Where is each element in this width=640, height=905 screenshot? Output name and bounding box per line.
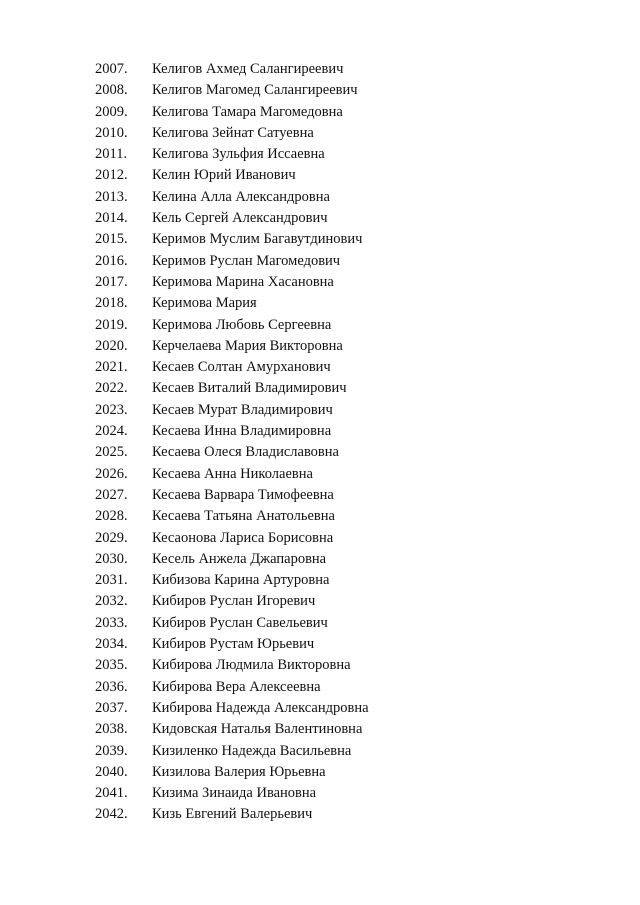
list-item <box>95 698 369 719</box>
list-item <box>95 208 369 229</box>
entry-number: 2023. <box>95 401 128 418</box>
entry-name: Кесаонова Лариса Борисовна <box>152 529 334 546</box>
list-item <box>95 251 369 272</box>
list-item <box>95 741 369 762</box>
list-item <box>95 762 369 783</box>
entry-number: 2018. <box>95 295 128 312</box>
entry-number: 2009. <box>95 103 128 120</box>
entry-number: 2017. <box>95 273 128 290</box>
entry-name: Келигова Зейнат Сатуевна <box>152 124 314 141</box>
name-list <box>95 59 369 826</box>
list-item <box>95 165 369 186</box>
list-item <box>95 783 369 804</box>
list-item <box>95 80 369 101</box>
entry-number: 2010. <box>95 124 128 141</box>
list-item <box>95 464 369 485</box>
list-item <box>95 336 369 357</box>
entry-name: Кесаева Анна Николаевна <box>152 465 313 482</box>
entry-name: Кесель Анжела Джапаровна <box>152 550 327 567</box>
entry-number: 2025. <box>95 444 128 461</box>
list-item <box>95 506 369 527</box>
entry-name: Керимова Мария <box>152 295 257 312</box>
entry-number: 2026. <box>95 465 128 482</box>
list-item <box>95 400 369 421</box>
list-item <box>95 804 369 825</box>
entry-name: Келигов Магомед Салангиреевич <box>152 82 358 99</box>
list-item <box>95 272 369 293</box>
entry-name: Келигова Тамара Магомедовна <box>152 103 343 120</box>
list-item <box>95 187 369 208</box>
entry-number: 2024. <box>95 423 128 440</box>
entry-number: 2029. <box>95 529 128 546</box>
list-item <box>95 613 369 634</box>
list-item <box>95 59 369 80</box>
entry-name: Кибирова Людмила Викторовна <box>152 657 351 674</box>
list-item <box>95 229 369 250</box>
entry-name: Кизь Евгений Валерьевич <box>152 806 313 823</box>
entry-number: 2007. <box>95 61 128 77</box>
entry-name: Керимов Муслим Багавутдинович <box>152 231 363 248</box>
entry-name: Кидовская Наталья Валентиновна <box>152 721 363 738</box>
entry-number: 2020. <box>95 337 128 354</box>
entry-number: 2036. <box>95 678 128 695</box>
entry-name: Кесаев Виталий Владимирович <box>152 380 347 397</box>
list-item <box>95 102 369 123</box>
entry-number: 2015. <box>95 231 128 248</box>
entry-number: 2032. <box>95 593 128 610</box>
list-item <box>95 570 369 591</box>
entry-number: 2021. <box>95 359 128 376</box>
list-item <box>95 677 369 698</box>
list-item <box>95 421 369 442</box>
entry-number: 2016. <box>95 252 128 269</box>
entry-name: Керимова Марина Хасановна <box>152 273 334 290</box>
list-item <box>95 549 369 570</box>
list-item <box>95 378 369 399</box>
entry-name: Кесаева Варвара Тимофеевна <box>152 486 334 503</box>
entry-name: Кибиров Рустам Юрьевич <box>152 636 315 653</box>
entry-name: Керимов Руслан Магомедович <box>152 252 341 269</box>
entry-name: Кибиров Руслан Игоревич <box>152 593 316 610</box>
entry-number: 2008. <box>95 82 128 99</box>
entry-name: Кесаева Олеся Владиславовна <box>152 444 339 461</box>
entry-number: 2033. <box>95 614 128 631</box>
list-item <box>95 144 369 165</box>
entry-number: 2011. <box>95 146 128 163</box>
list-item <box>95 442 369 463</box>
entry-number: 2028. <box>95 508 128 525</box>
entry-name: Келигов Ахмед Салангиреевич <box>152 61 344 77</box>
entry-name: Келигова Зульфия Иссаевна <box>152 146 325 163</box>
entry-name: Кибиров Руслан Савельевич <box>152 614 328 631</box>
entry-number: 2022. <box>95 380 128 397</box>
entry-name: Кесаева Татьяна Анатольевна <box>152 508 335 525</box>
entry-number: 2039. <box>95 742 128 759</box>
entry-name: Керчелаева Мария Викторовна <box>152 337 343 354</box>
entry-name: Кесаев Мурат Владимирович <box>152 401 333 418</box>
list-item <box>95 293 369 314</box>
entry-number: 2040. <box>95 763 128 780</box>
entry-number: 2013. <box>95 188 128 205</box>
list-item <box>95 123 369 144</box>
entry-name: Кизима Зинаида Ивановна <box>152 785 317 802</box>
list-item <box>95 719 369 740</box>
entry-number: 2019. <box>95 316 128 333</box>
entry-name: Кибизова Карина Артуровна <box>152 572 330 589</box>
list-item <box>95 528 369 549</box>
entry-name: Келина Алла Александровна <box>152 188 330 205</box>
list-item <box>95 357 369 378</box>
entry-name: Кесаев Солтан Амурханович <box>152 359 331 376</box>
list-item <box>95 485 369 506</box>
list-item <box>95 591 369 612</box>
entry-name: Келин Юрий Иванович <box>152 167 296 184</box>
entry-name: Кесаева Инна Владимировна <box>152 423 332 440</box>
entry-number: 2035. <box>95 657 128 674</box>
entry-number: 2042. <box>95 806 128 823</box>
entry-name: Кель Сергей Александрович <box>152 210 328 227</box>
entry-name: Кибирова Надежда Александровна <box>152 699 369 716</box>
list-item <box>95 634 369 655</box>
entry-number: 2012. <box>95 167 128 184</box>
entry-number: 2027. <box>95 486 128 503</box>
entry-number: 2030. <box>95 550 128 567</box>
entry-number: 2034. <box>95 636 128 653</box>
entry-number: 2031. <box>95 572 128 589</box>
entry-name: Кибирова Вера Алексеевна <box>152 678 321 695</box>
entry-number: 2037. <box>95 699 128 716</box>
entry-name: Кизилова Валерия Юрьевна <box>152 763 326 780</box>
entry-name: Кизиленко Надежда Васильевна <box>152 742 352 759</box>
entry-number: 2038. <box>95 721 128 738</box>
entry-number: 2041. <box>95 785 128 802</box>
entry-number: 2014. <box>95 210 128 227</box>
list-item <box>95 315 369 336</box>
list-item <box>95 655 369 676</box>
entry-name: Керимова Любовь Сергеевна <box>152 316 332 333</box>
